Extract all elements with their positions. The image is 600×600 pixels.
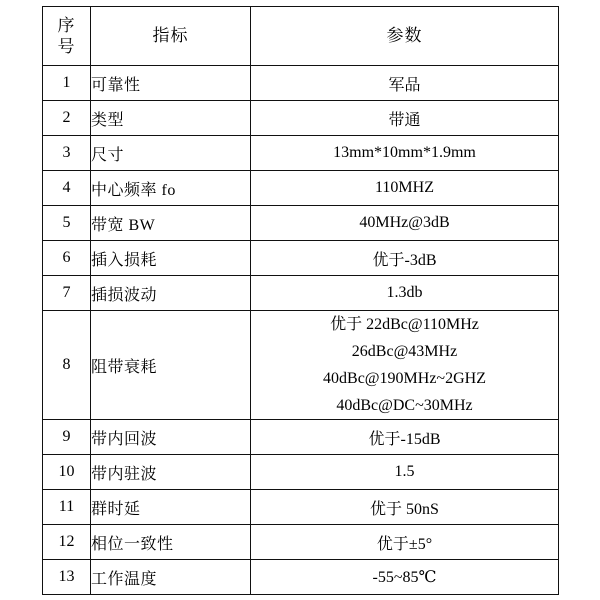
row-item: 中心频率 fo <box>91 171 251 206</box>
row-number: 4 <box>43 171 91 206</box>
row-parameter: 优于-15dB <box>251 420 559 455</box>
table-row <box>43 455 559 490</box>
row-item: 带宽 BW <box>91 206 251 241</box>
row-parameter: 优于±5° <box>251 525 559 560</box>
row-number: 1 <box>43 66 91 101</box>
row-parameter: 优于-3dB <box>251 241 559 276</box>
row-parameter-multiline <box>251 311 559 420</box>
row-parameter: -55~85℃ <box>251 560 559 595</box>
specification-table <box>42 6 559 595</box>
row-parameter: 40MHz@3dB <box>251 206 559 241</box>
parameter-line: 40dBc@DC~30MHz <box>336 397 473 414</box>
parameter-line: 40dBc@190MHz~2GHZ <box>323 370 486 387</box>
row-item: 尺寸 <box>91 136 251 171</box>
table-row <box>43 276 559 311</box>
table-row <box>43 525 559 560</box>
table-row <box>43 171 559 206</box>
spec-table-wrapper <box>42 6 558 595</box>
row-parameter: 1.3db <box>251 276 559 311</box>
parameter-line: 优于 22dBc@110MHz <box>330 316 479 333</box>
header-number-line2: 号 <box>57 37 76 56</box>
row-item: 插损波动 <box>91 276 251 311</box>
row-number: 7 <box>43 276 91 311</box>
row-parameter: 优于 50nS <box>251 490 559 525</box>
row-parameter: 13mm*10mm*1.9mm <box>251 136 559 171</box>
row-number: 9 <box>43 420 91 455</box>
row-number: 2 <box>43 101 91 136</box>
row-item: 类型 <box>91 101 251 136</box>
row-parameter: 110MHZ <box>251 171 559 206</box>
row-parameter: 1.5 <box>251 455 559 490</box>
table-row <box>43 311 559 420</box>
table-row <box>43 136 559 171</box>
table-row <box>43 241 559 276</box>
row-number: 6 <box>43 241 91 276</box>
row-item: 群时延 <box>91 490 251 525</box>
header-cell-number <box>43 7 91 66</box>
row-number: 11 <box>43 490 91 525</box>
row-number: 13 <box>43 560 91 595</box>
table-header-row <box>43 7 559 66</box>
table-row <box>43 101 559 136</box>
row-item: 相位一致性 <box>91 525 251 560</box>
row-parameter: 带通 <box>251 101 559 136</box>
row-item: 可靠性 <box>91 66 251 101</box>
table-row <box>43 206 559 241</box>
row-item: 工作温度 <box>91 560 251 595</box>
parameter-line: 26dBc@43MHz <box>351 343 458 360</box>
row-parameter: 军品 <box>251 66 559 101</box>
table-row <box>43 420 559 455</box>
row-item: 带内回波 <box>91 420 251 455</box>
row-number: 8 <box>43 311 91 420</box>
row-number: 12 <box>43 525 91 560</box>
row-item: 带内驻波 <box>91 455 251 490</box>
row-item: 阻带衰耗 <box>91 311 251 420</box>
table-row <box>43 66 559 101</box>
row-number: 5 <box>43 206 91 241</box>
row-number: 3 <box>43 136 91 171</box>
table-row <box>43 490 559 525</box>
header-cell-item: 指标 <box>91 7 251 66</box>
table-row <box>43 560 559 595</box>
row-number: 10 <box>43 455 91 490</box>
row-item: 插入损耗 <box>91 241 251 276</box>
header-cell-parameter: 参数 <box>251 7 559 66</box>
header-number-line1: 序 <box>57 16 76 35</box>
